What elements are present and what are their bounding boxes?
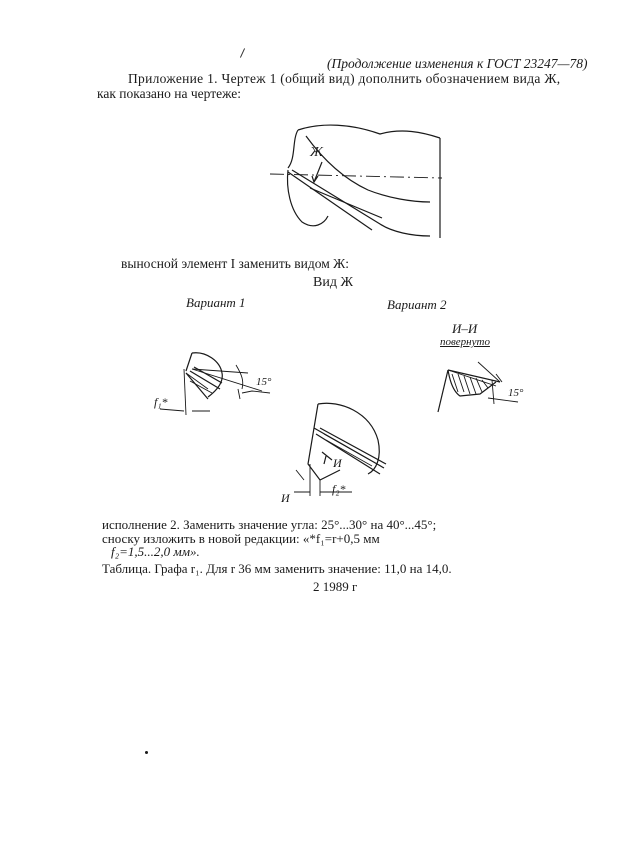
drill-general-view-drawing <box>262 118 452 243</box>
scan-dot <box>145 751 148 754</box>
text-line-7: Таблица. Графа r₁. Для r 36 мм заменить значение: 11,0 на 14,0. <box>102 561 452 576</box>
text-line-6: f₂=1,5...2,0 мм». <box>111 544 200 559</box>
scan-mark <box>240 48 245 57</box>
variant-2-title: Вариант 2 <box>387 297 447 312</box>
angle-label-variant-2: 15° <box>508 387 524 399</box>
text-line-4: исполнение 2. Заменить значение угла: 25°...30° на 40°...45°; <box>102 517 437 532</box>
section-cut-label: И <box>281 491 290 505</box>
view-mark-label: Ж <box>310 145 323 160</box>
continuation-header: (Продолжение изменения к ГОСТ 23247—78) <box>327 56 588 71</box>
section-rotated-label: повернуто <box>440 336 490 348</box>
f1-dimension-label: f₁* <box>154 395 168 409</box>
text-line-2: как показано на чертеже: <box>97 86 242 101</box>
text-line-3: выносной элемент I заменить видом Ж: <box>121 256 349 271</box>
view-title: Вид Ж <box>313 275 353 290</box>
section-title-label: И–И <box>452 321 478 336</box>
text-line-5: сноску изложить в новой редакции: «*f₁=r+0,5 мм <box>102 531 380 546</box>
section-i-i-drawing <box>430 352 540 418</box>
f2-dimension-label: f₂* <box>332 482 346 496</box>
text-line-8: 2 1989 г <box>313 579 358 594</box>
text-line-1: Приложение 1. Чертеж 1 (общий вид) дополнить обозначением вида Ж, <box>128 71 561 86</box>
section-mark-label: И <box>333 456 342 470</box>
angle-label-variant-1: 15° <box>256 376 272 388</box>
variant-1-title: Вариант 1 <box>186 295 246 310</box>
